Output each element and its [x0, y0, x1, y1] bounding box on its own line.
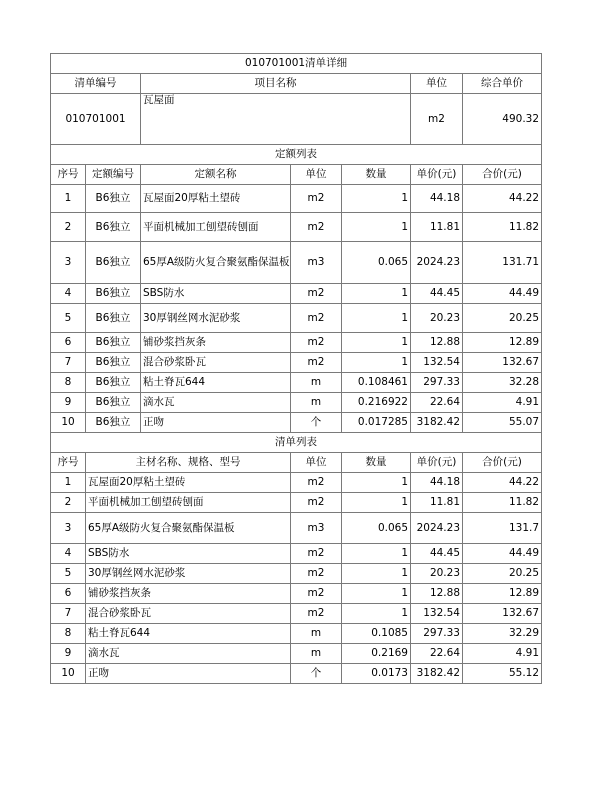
material-name: 正吻 — [86, 664, 291, 684]
quota-total: 12.89 — [463, 333, 542, 353]
quota-total: 132.67 — [463, 353, 542, 373]
quota-name: 滴水瓦 — [141, 393, 291, 413]
material-total: 12.89 — [463, 584, 542, 604]
material-total: 44.22 — [463, 473, 542, 493]
quota-row — [51, 373, 542, 393]
material-row — [51, 604, 542, 624]
material-total: 32.29 — [463, 624, 542, 644]
bill-unit-header: 单位 — [411, 74, 463, 94]
material-qty: 1 — [342, 584, 411, 604]
material-no-header: 序号 — [51, 453, 86, 473]
material-qty: 0.0173 — [342, 664, 411, 684]
quota-qty: 0.216922 — [342, 393, 411, 413]
material-price: 12.88 — [411, 584, 463, 604]
quota-qty: 1 — [342, 333, 411, 353]
material-qty: 1 — [342, 473, 411, 493]
quota-qty: 0.108461 — [342, 373, 411, 393]
quota-name: 粘土脊瓦644 — [141, 373, 291, 393]
material-qty: 0.065 — [342, 513, 411, 544]
quota-no-header: 序号 — [51, 165, 86, 185]
material-unit: m2 — [291, 473, 342, 493]
quota-row — [51, 284, 542, 304]
material-row — [51, 493, 542, 513]
quota-total: 32.28 — [463, 373, 542, 393]
material-total: 55.12 — [463, 664, 542, 684]
quota-price: 132.54 — [411, 353, 463, 373]
material-price-header: 单价(元) — [411, 453, 463, 473]
quota-row — [51, 213, 542, 242]
quota-qty: 1 — [342, 284, 411, 304]
quota-total: 11.82 — [463, 213, 542, 242]
quota-code-header: 定额编号 — [86, 165, 141, 185]
quota-price: 22.64 — [411, 393, 463, 413]
material-no: 2 — [51, 493, 86, 513]
material-no: 10 — [51, 664, 86, 684]
material-price: 22.64 — [411, 644, 463, 664]
quota-section-title: 定额列表 — [51, 145, 542, 165]
material-name: 混合砂浆卧瓦 — [86, 604, 291, 624]
quota-qty: 0.017285 — [342, 413, 411, 433]
quota-row — [51, 393, 542, 413]
bill-price-header: 综合单价 — [463, 74, 542, 94]
material-unit: m — [291, 644, 342, 664]
material-qty: 1 — [342, 544, 411, 564]
material-no: 8 — [51, 624, 86, 644]
quota-name: 混合砂浆卧瓦 — [141, 353, 291, 373]
material-qty: 0.1085 — [342, 624, 411, 644]
bill-name-header: 项目名称 — [141, 74, 411, 94]
material-no: 6 — [51, 584, 86, 604]
material-qty: 1 — [342, 564, 411, 584]
quota-unit-header: 单位 — [291, 165, 342, 185]
material-row — [51, 513, 542, 544]
quota-code: B6独立 — [86, 242, 141, 284]
quota-price: 44.45 — [411, 284, 463, 304]
quota-row — [51, 185, 542, 213]
quota-unit: m2 — [291, 284, 342, 304]
material-row — [51, 473, 542, 493]
material-price: 20.23 — [411, 564, 463, 584]
quota-unit: m — [291, 373, 342, 393]
quota-no: 7 — [51, 353, 86, 373]
bill-unit: m2 — [411, 94, 463, 145]
material-unit: m2 — [291, 544, 342, 564]
quota-row — [51, 353, 542, 373]
material-row — [51, 544, 542, 564]
quota-code: B6独立 — [86, 304, 141, 333]
quota-code: B6独立 — [86, 213, 141, 242]
quota-total: 4.91 — [463, 393, 542, 413]
quota-unit: m2 — [291, 185, 342, 213]
quota-name: 铺砂浆挡灰条 — [141, 333, 291, 353]
quota-name: 平面机械加工刨望砖刨面 — [141, 213, 291, 242]
quota-no: 10 — [51, 413, 86, 433]
quota-unit: m2 — [291, 353, 342, 373]
material-total: 4.91 — [463, 644, 542, 664]
quota-no: 3 — [51, 242, 86, 284]
material-unit: m — [291, 624, 342, 644]
quota-unit: m2 — [291, 213, 342, 242]
material-total: 132.67 — [463, 604, 542, 624]
material-total-header: 合价(元) — [463, 453, 542, 473]
quota-row — [51, 333, 542, 353]
quota-row — [51, 413, 542, 433]
material-unit: 个 — [291, 664, 342, 684]
quota-code: B6独立 — [86, 353, 141, 373]
material-unit: m2 — [291, 564, 342, 584]
quota-price: 44.18 — [411, 185, 463, 213]
quota-no: 1 — [51, 185, 86, 213]
quota-unit: 个 — [291, 413, 342, 433]
quota-code: B6独立 — [86, 373, 141, 393]
material-total: 44.49 — [463, 544, 542, 564]
quota-name: 瓦屋面20厚粘土望砖 — [141, 185, 291, 213]
material-price: 297.33 — [411, 624, 463, 644]
page-title: 010701001清单详细 — [51, 54, 542, 74]
material-no: 5 — [51, 564, 86, 584]
quota-header-row — [51, 165, 542, 185]
material-row — [51, 624, 542, 644]
material-total: 11.82 — [463, 493, 542, 513]
quota-unit: m2 — [291, 304, 342, 333]
quota-price-header: 单价(元) — [411, 165, 463, 185]
material-name: SBS防水 — [86, 544, 291, 564]
material-unit: m2 — [291, 493, 342, 513]
material-price: 44.18 — [411, 473, 463, 493]
quota-price: 3182.42 — [411, 413, 463, 433]
quota-name: 正吻 — [141, 413, 291, 433]
material-name: 瓦屋面20厚粘土望砖 — [86, 473, 291, 493]
quota-qty: 1 — [342, 213, 411, 242]
quota-code: B6独立 — [86, 393, 141, 413]
material-no: 3 — [51, 513, 86, 544]
material-name: 65厚A级防火复合聚氨酯保温板 — [86, 513, 291, 544]
quota-code: B6独立 — [86, 284, 141, 304]
quota-qty: 0.065 — [342, 242, 411, 284]
quota-price: 12.88 — [411, 333, 463, 353]
material-name-header: 主材名称、规格、型号 — [86, 453, 291, 473]
bill-info-row — [51, 94, 542, 145]
material-no: 9 — [51, 644, 86, 664]
quota-qty: 1 — [342, 185, 411, 213]
bill-header-row — [51, 74, 542, 94]
quota-name: 30厚钢丝网水泥砂浆 — [141, 304, 291, 333]
quota-unit: m2 — [291, 333, 342, 353]
bill-price: 490.32 — [463, 94, 542, 145]
material-unit: m2 — [291, 604, 342, 624]
bill-code: 010701001 — [51, 94, 141, 145]
quota-price: 11.81 — [411, 213, 463, 242]
material-row — [51, 564, 542, 584]
bill-code-header: 清单编号 — [51, 74, 141, 94]
material-name: 30厚钢丝网水泥砂浆 — [86, 564, 291, 584]
quota-no: 6 — [51, 333, 86, 353]
quota-total: 55.07 — [463, 413, 542, 433]
quota-row — [51, 242, 542, 284]
bill-detail-table — [50, 53, 542, 684]
quota-price: 2024.23 — [411, 242, 463, 284]
quota-code: B6独立 — [86, 333, 141, 353]
material-unit: m3 — [291, 513, 342, 544]
material-price: 2024.23 — [411, 513, 463, 544]
material-row — [51, 664, 542, 684]
material-price: 11.81 — [411, 493, 463, 513]
material-row — [51, 584, 542, 604]
quota-no: 2 — [51, 213, 86, 242]
material-name: 滴水瓦 — [86, 644, 291, 664]
quota-row — [51, 304, 542, 333]
quota-qty: 1 — [342, 304, 411, 333]
quota-total: 44.49 — [463, 284, 542, 304]
quota-no: 5 — [51, 304, 86, 333]
quota-price: 297.33 — [411, 373, 463, 393]
quota-unit: m — [291, 393, 342, 413]
quota-unit: m3 — [291, 242, 342, 284]
material-no: 1 — [51, 473, 86, 493]
material-qty: 0.2169 — [342, 644, 411, 664]
quota-no: 9 — [51, 393, 86, 413]
quota-qty-header: 数量 — [342, 165, 411, 185]
material-name: 粘土脊瓦644 — [86, 624, 291, 644]
quota-total: 131.71 — [463, 242, 542, 284]
material-total: 131.7 — [463, 513, 542, 544]
material-name: 铺砂浆挡灰条 — [86, 584, 291, 604]
quota-name: SBS防水 — [141, 284, 291, 304]
quota-code: B6独立 — [86, 185, 141, 213]
material-unit-header: 单位 — [291, 453, 342, 473]
material-row — [51, 644, 542, 664]
bill-name: 瓦屋面 — [141, 94, 411, 145]
material-price: 44.45 — [411, 544, 463, 564]
material-qty: 1 — [342, 493, 411, 513]
quota-total-header: 合价(元) — [463, 165, 542, 185]
material-price: 3182.42 — [411, 664, 463, 684]
quota-price: 20.23 — [411, 304, 463, 333]
quota-total: 20.25 — [463, 304, 542, 333]
materials-header-row — [51, 453, 542, 473]
quota-no: 4 — [51, 284, 86, 304]
material-unit: m2 — [291, 584, 342, 604]
material-qty: 1 — [342, 604, 411, 624]
quota-code: B6独立 — [86, 413, 141, 433]
material-price: 132.54 — [411, 604, 463, 624]
material-no: 7 — [51, 604, 86, 624]
quota-qty: 1 — [342, 353, 411, 373]
quota-total: 44.22 — [463, 185, 542, 213]
material-total: 20.25 — [463, 564, 542, 584]
quota-name: 65厚A级防火复合聚氨酯保温板 — [141, 242, 291, 284]
quota-no: 8 — [51, 373, 86, 393]
materials-section-title: 清单列表 — [51, 433, 542, 453]
material-qty-header: 数量 — [342, 453, 411, 473]
material-no: 4 — [51, 544, 86, 564]
material-name: 平面机械加工刨望砖刨面 — [86, 493, 291, 513]
quota-name-header: 定额名称 — [141, 165, 291, 185]
